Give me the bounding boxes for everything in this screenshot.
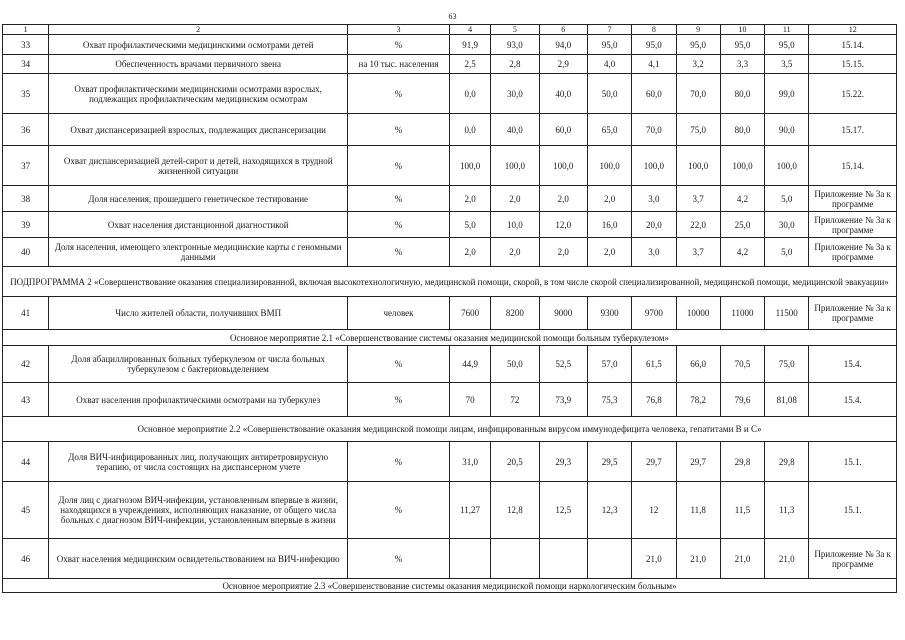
value-7-cell: 80,0: [720, 114, 764, 146]
value-4-cell: 50,0: [587, 74, 631, 114]
value-2-cell: 93,0: [491, 35, 539, 55]
reference-cell: 15.22.: [809, 74, 897, 114]
value-7-cell: 29,8: [720, 442, 764, 482]
value-2-cell: 30,0: [491, 74, 539, 114]
unit-cell: %: [348, 539, 450, 579]
value-4-cell: 29,5: [587, 442, 631, 482]
value-5-cell: 100,0: [632, 146, 676, 186]
value-2-cell: 72: [491, 383, 539, 417]
value-6-cell: 22,0: [676, 212, 720, 238]
value-6-cell: 29,7: [676, 442, 720, 482]
value-5-cell: 3,0: [632, 186, 676, 212]
value-4-cell: 57,0: [587, 346, 631, 383]
value-8-cell: 95,0: [765, 35, 809, 55]
indicator-name-cell: Охват населения дистанционной диагностикой: [49, 212, 348, 238]
table-row: [3, 297, 897, 330]
value-3-cell: 9000: [539, 297, 587, 330]
value-4-cell: 100,0: [587, 146, 631, 186]
value-7-cell: 25,0: [720, 212, 764, 238]
reference-cell: 15.4.: [809, 383, 897, 417]
value-3-cell: 2,9: [539, 55, 587, 74]
value-7-cell: 79,6: [720, 383, 764, 417]
table-row: [3, 186, 897, 212]
value-8-cell: 99,0: [765, 74, 809, 114]
value-3-cell: 52,5: [539, 346, 587, 383]
table-row: [3, 114, 897, 146]
row-number-cell: 40: [3, 238, 49, 267]
table-row: [3, 442, 897, 482]
reference-cell: 15.14.: [809, 146, 897, 186]
value-5-cell: 95,0: [632, 35, 676, 55]
row-number-cell: 43: [3, 383, 49, 417]
row-number-cell: 44: [3, 442, 49, 482]
value-8-cell: 90,0: [765, 114, 809, 146]
value-1-cell: 100,0: [449, 146, 490, 186]
section-title: Основное мероприятие 2.3 «Совершенствование системы оказания медицинской помощи наркологическим больным»: [3, 579, 897, 593]
value-4-cell: 75,3: [587, 383, 631, 417]
value-2-cell: 100,0: [491, 146, 539, 186]
column-number-cell: 6: [539, 25, 587, 35]
value-3-cell: 12,5: [539, 482, 587, 539]
unit-cell: %: [348, 238, 450, 267]
value-8-cell: 21,0: [765, 539, 809, 579]
reference-cell: Приложение № 3а к программе: [809, 238, 897, 267]
table-row: [3, 55, 897, 74]
unit-cell: %: [348, 35, 450, 55]
value-5-cell: 3,0: [632, 238, 676, 267]
unit-cell: %: [348, 212, 450, 238]
value-2-cell: 12,8: [491, 482, 539, 539]
value-6-cell: 95,0: [676, 35, 720, 55]
reference-cell: Приложение № 3а к программе: [809, 297, 897, 330]
table-row: [3, 482, 897, 539]
value-1-cell: 0,0: [449, 114, 490, 146]
value-7-cell: 80,0: [720, 74, 764, 114]
value-2-cell: 40,0: [491, 114, 539, 146]
reference-cell: 15.14.: [809, 35, 897, 55]
table-row: [3, 74, 897, 114]
section-row: [3, 417, 897, 442]
indicator-name-cell: Охват диспансеризацией взрослых, подлежащих диспансеризации: [49, 114, 348, 146]
reference-cell: Приложение № 3а к программе: [809, 539, 897, 579]
column-number-cell: 2: [49, 25, 348, 35]
row-number-cell: 46: [3, 539, 49, 579]
value-6-cell: 3,7: [676, 186, 720, 212]
unit-cell: %: [348, 74, 450, 114]
value-2-cell: 20,5: [491, 442, 539, 482]
value-6-cell: 75,0: [676, 114, 720, 146]
value-6-cell: 100,0: [676, 146, 720, 186]
value-2-cell: [491, 539, 539, 579]
row-number-cell: 34: [3, 55, 49, 74]
value-7-cell: 70,5: [720, 346, 764, 383]
section-title: Основное мероприятие 2.2 «Совершенствование оказания медицинской помощи лицам, инфицированным вирусом иммунодефицита человека, гепатитами B и C»: [3, 417, 897, 442]
value-3-cell: 60,0: [539, 114, 587, 146]
reference-cell: 15.1.: [809, 442, 897, 482]
unit-cell: %: [348, 383, 450, 417]
value-2-cell: 50,0: [491, 346, 539, 383]
value-8-cell: 3,5: [765, 55, 809, 74]
row-number-cell: 35: [3, 74, 49, 114]
value-4-cell: 16,0: [587, 212, 631, 238]
value-1-cell: 0,0: [449, 74, 490, 114]
header-row: [3, 25, 897, 35]
value-5-cell: 70,0: [632, 114, 676, 146]
value-8-cell: 11500: [765, 297, 809, 330]
column-number-cell: 11: [765, 25, 809, 35]
indicator-name-cell: Охват населения медицинским освидетельствованием на ВИЧ-инфекцию: [49, 539, 348, 579]
value-3-cell: 12,0: [539, 212, 587, 238]
page-number: 63: [448, 12, 457, 21]
table-row: [3, 238, 897, 267]
row-number-cell: 42: [3, 346, 49, 383]
reference-cell: 15.1.: [809, 482, 897, 539]
value-7-cell: 21,0: [720, 539, 764, 579]
value-6-cell: 66,0: [676, 346, 720, 383]
value-7-cell: 4,2: [720, 238, 764, 267]
value-4-cell: 95,0: [587, 35, 631, 55]
section-row: [3, 579, 897, 593]
indicator-name-cell: Охват профилактическими медицинскими осмотрами взрослых, подлежащих профилактическим медицинским осмотрам: [49, 74, 348, 114]
value-1-cell: 5,0: [449, 212, 490, 238]
value-7-cell: 3,3: [720, 55, 764, 74]
unit-cell: %: [348, 146, 450, 186]
value-5-cell: 21,0: [632, 539, 676, 579]
value-5-cell: 20,0: [632, 212, 676, 238]
value-4-cell: 9300: [587, 297, 631, 330]
value-6-cell: 70,0: [676, 74, 720, 114]
value-2-cell: 8200: [491, 297, 539, 330]
column-number-cell: 10: [720, 25, 764, 35]
value-8-cell: 30,0: [765, 212, 809, 238]
value-1-cell: [449, 539, 490, 579]
value-3-cell: 2,0: [539, 186, 587, 212]
value-6-cell: 21,0: [676, 539, 720, 579]
indicator-name-cell: Доля лиц с диагнозом ВИЧ-инфекции, установленным впервые в жизни, находящихся в учреждениях, исполняющих наказание, от общего числа больных с диагнозом ВИЧ-инфекции, установленным впервые в жизни: [49, 482, 348, 539]
value-6-cell: 78,2: [676, 383, 720, 417]
row-number-cell: 38: [3, 186, 49, 212]
row-number-cell: 37: [3, 146, 49, 186]
value-1-cell: 44,9: [449, 346, 490, 383]
column-number-cell: 8: [632, 25, 676, 35]
value-3-cell: 29,3: [539, 442, 587, 482]
value-7-cell: 11000: [720, 297, 764, 330]
value-1-cell: 2,5: [449, 55, 490, 74]
table-row: [3, 146, 897, 186]
unit-cell: %: [348, 114, 450, 146]
indicator-name-cell: Число жителей области, получивших ВМП: [49, 297, 348, 330]
value-4-cell: 65,0: [587, 114, 631, 146]
unit-cell: %: [348, 482, 450, 539]
section-row: [3, 330, 897, 346]
indicator-name-cell: Доля населения, прошедшего генетическое тестирование: [49, 186, 348, 212]
value-2-cell: 2,8: [491, 55, 539, 74]
value-8-cell: 81,08: [765, 383, 809, 417]
value-4-cell: [587, 539, 631, 579]
value-7-cell: 95,0: [720, 35, 764, 55]
value-6-cell: 3,2: [676, 55, 720, 74]
unit-cell: человек: [348, 297, 450, 330]
value-1-cell: 7600: [449, 297, 490, 330]
reference-cell: 15.17.: [809, 114, 897, 146]
table-row: [3, 346, 897, 383]
table-row: [3, 539, 897, 579]
value-1-cell: 91,9: [449, 35, 490, 55]
value-8-cell: 75,0: [765, 346, 809, 383]
indicator-name-cell: Охват населения профилактическими осмотрами на туберкулез: [49, 383, 348, 417]
unit-cell: %: [348, 346, 450, 383]
column-number-cell: 1: [3, 25, 49, 35]
value-6-cell: 3,7: [676, 238, 720, 267]
value-4-cell: 2,0: [587, 238, 631, 267]
section-title: ПОДПРОГРАММА 2 «Совершенствование оказания специализированной, включая высокотехнологичную, медицинской помощи, скорой, в том числе скорой специализированной, медицинской помощи, медицинской эвакуации»: [3, 267, 897, 297]
table-body: [3, 25, 897, 593]
table-row: [3, 383, 897, 417]
row-number-cell: 36: [3, 114, 49, 146]
column-number-cell: 7: [587, 25, 631, 35]
value-6-cell: 11,8: [676, 482, 720, 539]
value-2-cell: 10,0: [491, 212, 539, 238]
value-6-cell: 10000: [676, 297, 720, 330]
section-row: [3, 267, 897, 297]
value-4-cell: 2,0: [587, 186, 631, 212]
row-number-cell: 45: [3, 482, 49, 539]
unit-cell: %: [348, 442, 450, 482]
value-5-cell: 12: [632, 482, 676, 539]
value-1-cell: 31,0: [449, 442, 490, 482]
table-row: [3, 212, 897, 238]
value-5-cell: 4,1: [632, 55, 676, 74]
value-5-cell: 61,5: [632, 346, 676, 383]
indicator-name-cell: Доля населения, имеющего электронные медицинские карты с геномными данными: [49, 238, 348, 267]
row-number-cell: 39: [3, 212, 49, 238]
value-1-cell: 2,0: [449, 238, 490, 267]
indicators-table: [2, 24, 897, 593]
value-1-cell: 11,27: [449, 482, 490, 539]
value-1-cell: 70: [449, 383, 490, 417]
column-number-cell: 3: [348, 25, 450, 35]
value-4-cell: 4,0: [587, 55, 631, 74]
column-number-cell: 12: [809, 25, 897, 35]
value-8-cell: 100,0: [765, 146, 809, 186]
value-3-cell: 94,0: [539, 35, 587, 55]
value-7-cell: 4,2: [720, 186, 764, 212]
value-5-cell: 9700: [632, 297, 676, 330]
reference-cell: Приложение № 3а к программе: [809, 186, 897, 212]
column-number-cell: 4: [449, 25, 490, 35]
unit-cell: на 10 тыс. населения: [348, 55, 450, 74]
value-8-cell: 11,3: [765, 482, 809, 539]
reference-cell: 15.4.: [809, 346, 897, 383]
value-8-cell: 5,0: [765, 186, 809, 212]
section-title: Основное мероприятие 2.1 «Совершенствование системы оказания медицинской помощи больным туберкулезом»: [3, 330, 897, 346]
reference-cell: 15.15.: [809, 55, 897, 74]
value-3-cell: 100,0: [539, 146, 587, 186]
unit-cell: %: [348, 186, 450, 212]
value-5-cell: 60,0: [632, 74, 676, 114]
value-3-cell: [539, 539, 587, 579]
row-number-cell: 33: [3, 35, 49, 55]
column-number-cell: 9: [676, 25, 720, 35]
value-7-cell: 100,0: [720, 146, 764, 186]
value-5-cell: 29,7: [632, 442, 676, 482]
value-3-cell: 2,0: [539, 238, 587, 267]
value-8-cell: 5,0: [765, 238, 809, 267]
indicator-name-cell: Охват профилактическими медицинскими осмотрами детей: [49, 35, 348, 55]
value-1-cell: 2,0: [449, 186, 490, 212]
indicator-name-cell: Доля ВИЧ-инфицированных лиц, получающих антиретровирусную терапию, от числа состоящих на диспансерном учете: [49, 442, 348, 482]
reference-cell: Приложение № 3а к программе: [809, 212, 897, 238]
value-2-cell: 2,0: [491, 238, 539, 267]
indicator-name-cell: Обеспеченность врачами первичного звена: [49, 55, 348, 74]
value-5-cell: 76,8: [632, 383, 676, 417]
value-3-cell: 73,9: [539, 383, 587, 417]
value-2-cell: 2,0: [491, 186, 539, 212]
row-number-cell: 41: [3, 297, 49, 330]
value-4-cell: 12,3: [587, 482, 631, 539]
value-7-cell: 11,5: [720, 482, 764, 539]
value-3-cell: 40,0: [539, 74, 587, 114]
indicator-name-cell: Доля абациллированных больных туберкулезом от числа больных туберкулезом с бактериовыделением: [49, 346, 348, 383]
value-8-cell: 29,8: [765, 442, 809, 482]
column-number-cell: 5: [491, 25, 539, 35]
table-row: [3, 35, 897, 55]
indicator-name-cell: Охват диспансеризацией детей-сирот и детей, находящихся в трудной жизненной ситуации: [49, 146, 348, 186]
